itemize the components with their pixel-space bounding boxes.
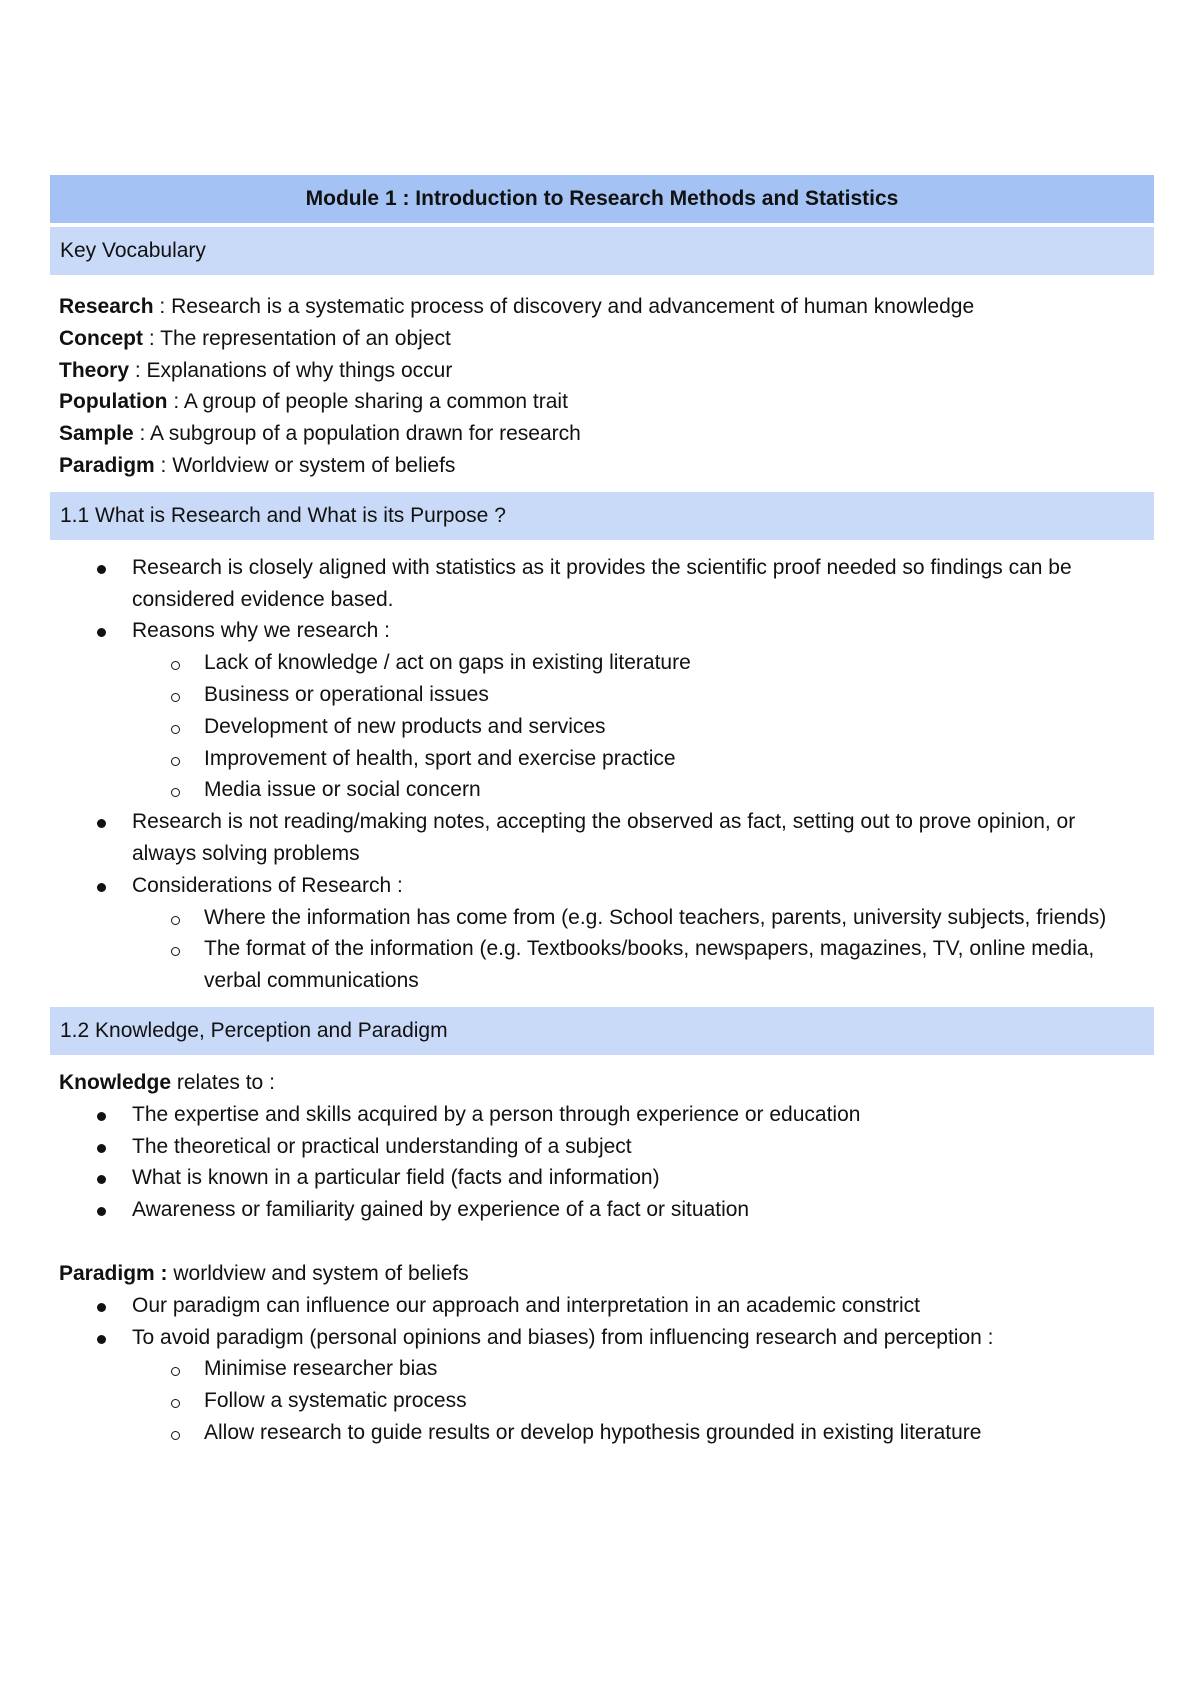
vocab-term: Research [59,295,154,318]
sub-list-item-text: Where the information has come from (e.g. School teachers, parents, university subjects, friends) [204,905,1107,929]
sub-list-item-text: Business or operational issues [204,682,489,706]
vocab-item [59,418,1145,450]
knowledge-intro-text: relates to : [171,1070,275,1094]
list-item-text: Research is closely aligned with statistics as it provides the scientific proof needed so findings can be considered evidence based. [132,555,1072,611]
knowledge-term: Knowledge [59,1070,172,1094]
module-title: Module 1 : Introduction to Research Methods and Statistics [50,175,1154,223]
list-item [59,806,1145,870]
sub-bullet-list [132,902,1145,997]
sub-bullet-list [132,1353,1145,1448]
bullet-icon [97,565,106,574]
list-item [59,1290,1145,1322]
circle-bullet-icon [171,788,180,797]
paradigm-term: Paradigm : [59,1261,168,1285]
bullet-list [59,552,1145,997]
circle-bullet-icon [171,725,180,734]
sub-list-item-text: Minimise researcher bias [204,1357,438,1381]
key-vocabulary-heading: Key Vocabulary [50,227,1154,275]
bullet-icon [97,1144,106,1153]
vocab-item [59,355,1145,387]
sub-list-item [59,1353,1145,1385]
knowledge-intro [59,1067,1145,1099]
list-item [59,1194,1145,1226]
sub-list-item-text: Media issue or social concern [204,778,481,802]
list-item [59,1131,1145,1163]
vocab-term: Concept [59,326,143,350]
spacer [59,1226,1145,1258]
circle-bullet-icon [171,661,180,670]
sub-list-item [59,774,1145,806]
section-1-1-heading: 1.1 What is Research and What is its Purpose ? [50,492,1154,540]
circle-bullet-icon [171,947,180,956]
paradigm-intro-text: worldview and system of beliefs [167,1261,469,1285]
list-item-text: Our paradigm can influence our approach and interpretation in an academic constrict [132,1293,920,1317]
bullet-icon [97,819,106,828]
bullet-icon [97,1303,106,1312]
vocab-term: Paradigm [59,453,155,477]
knowledge-bullet-list [59,1099,1145,1226]
vocab-definition: : A group of people sharing a common trait [167,390,568,414]
sub-list-item-text: Development of new products and services [204,714,606,738]
vocab-item [59,323,1145,355]
vocab-item [59,450,1145,482]
list-item [59,1322,1145,1449]
vocab-item [59,386,1145,418]
sub-bullet-list [132,647,1145,806]
circle-bullet-icon [171,757,180,766]
list-item-text: What is known in a particular field (facts and information) [132,1166,660,1190]
vocab-definition: : Worldview or system of beliefs [154,453,456,477]
section-1-2-heading: 1.2 Knowledge, Perception and Paradigm [50,1007,1154,1055]
sub-list-item-text: Lack of knowledge / act on gaps in existing literature [204,651,691,675]
sub-list-item-text: Improvement of health, sport and exercise practice [204,746,676,770]
bullet-icon [97,1207,106,1216]
vocab-term: Theory [59,358,130,382]
vocab-definition: : The representation of an object [143,326,451,350]
sub-list-item [59,679,1145,711]
vocab-item [59,291,1145,323]
circle-bullet-icon [171,1431,180,1440]
paradigm-intro [59,1258,1145,1290]
sub-list-item [59,933,1145,997]
list-item-text: Research is not reading/making notes, accepting the observed as fact, setting out to prove opinion, or always solving problems [132,810,1076,865]
circle-bullet-icon [171,1399,180,1408]
list-item-text: The theoretical or practical understanding of a subject [132,1134,632,1158]
vocab-definition: : Explanations of why things occur [129,358,453,382]
list-item-text: To avoid paradigm (personal opinions and biases) from influencing research and perception : [132,1325,994,1349]
vocab-definition: : A subgroup of a population drawn for research [133,422,581,446]
bullet-icon [97,1335,106,1344]
bullet-icon [97,1112,106,1121]
section-1-2-content [50,1055,1154,1459]
list-item [59,552,1145,616]
bullet-icon [97,1175,106,1184]
circle-bullet-icon [171,693,180,702]
sub-list-item [59,647,1145,679]
list-item [59,615,1145,806]
circle-bullet-icon [171,1367,180,1376]
paradigm-bullet-list [59,1290,1145,1449]
bullet-icon [97,883,106,892]
list-item-text: The expertise and skills acquired by a person through experience or education [132,1102,861,1126]
list-item [59,1099,1145,1131]
sub-list-item-text: The format of the information (e.g. Textbooks/books, newspapers, magazines, TV, online media, verbal communications [204,937,1095,993]
list-item [59,1162,1145,1194]
vocab-definition: : Research is a systematic process of discovery and advancement of human knowledge [153,295,975,318]
vocabulary-list [50,275,1154,492]
sub-list-item [59,711,1145,743]
list-item-text: Considerations of Research : [132,873,403,897]
list-item [59,870,1145,997]
section-1-1-content [50,540,1154,1007]
list-item-text: Reasons why we research : [132,619,390,643]
bullet-icon [97,628,106,637]
document-page [50,175,1154,1459]
sub-list-item-text: Follow a systematic process [204,1389,467,1413]
sub-list-item [59,743,1145,775]
list-item-text: Awareness or familiarity gained by experience of a fact or situation [132,1198,750,1222]
sub-list-item [59,1417,1145,1449]
sub-list-item [59,1385,1145,1417]
circle-bullet-icon [171,916,180,925]
vocab-term: Sample [59,422,134,446]
vocab-term: Population [59,390,168,414]
sub-list-item [59,902,1145,934]
sub-list-item-text: Allow research to guide results or develop hypothesis grounded in existing literature [204,1420,982,1444]
